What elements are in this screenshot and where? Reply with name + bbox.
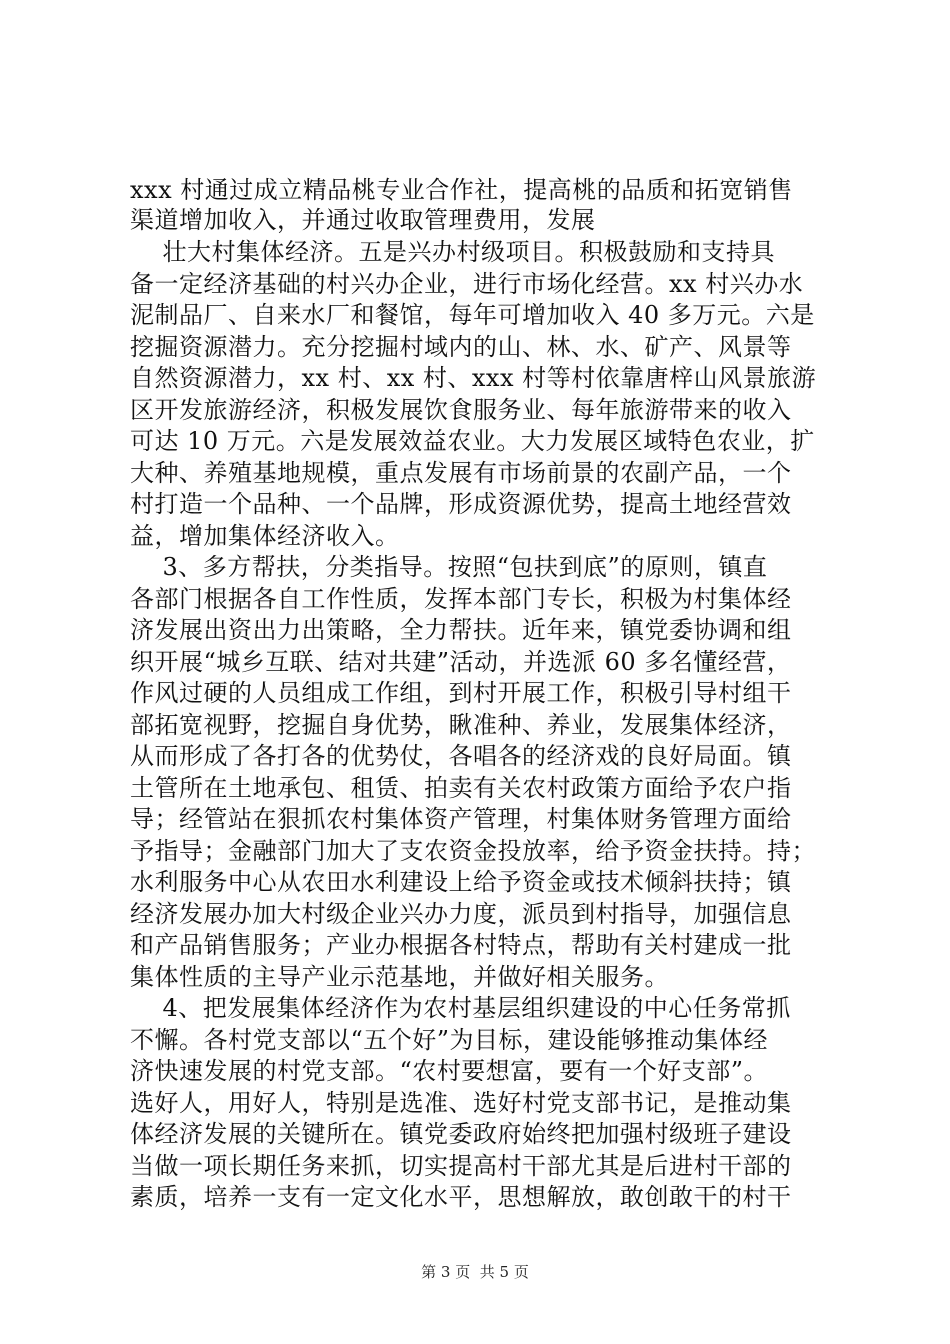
text-line: 集体性质的主导产业示范基地，并做好相关服务。 xyxy=(130,963,669,991)
text-line: 织开展“城乡互联、结对共建”活动，并选派 60 多名懂经营， xyxy=(130,648,792,676)
text-line: 各部门根据各自工作性质，发挥本部门专长，积极为村集体经 xyxy=(130,585,792,613)
text-line: 泥制品厂、自来水厂和餐馆，每年可增加收入 40 多万元。六是 xyxy=(130,301,815,329)
text-line: 体经济发展的关键所在。镇党委政府始终把加强村级班子建设 xyxy=(130,1120,792,1148)
text-line: 村打造一个品种、一个品牌，形成资源优势，提高土地经营效 xyxy=(130,490,792,518)
text-line: 挖掘资源潜力。充分挖掘村域内的山、林、水、矿产、风景等 xyxy=(130,333,792,361)
text-line: xxx 村通过成立精品桃专业合作社，提高桃的品质和拓宽销售 xyxy=(130,176,793,204)
text-line: 素质，培养一支有一定文化水平，思想解放，敢创敢干的村干 xyxy=(130,1183,792,1211)
text-line: 水利服务中心从农田水利建设上给予资金或技术倾斜扶持；镇 xyxy=(130,868,792,896)
text-line: 部拓宽视野，挖掘自身优势，瞅准种、养业，发展集体经济， xyxy=(130,711,792,739)
text-line: 济发展出资出力出策略，全力帮扶。近年来，镇党委协调和组 xyxy=(130,616,792,644)
text-line: 渠道增加收入，并通过收取管理费用，发展 xyxy=(130,206,596,234)
text-line: 导；经管站在狠抓农村集体资产管理，村集体财务管理方面给 xyxy=(130,805,792,833)
text-line: 经济发展办加大村级企业兴办力度，派员到村指导，加强信息 xyxy=(130,900,792,928)
text-line: 区开发旅游经济，积极发展饮食服务业、每年旅游带来的收入 xyxy=(130,396,792,424)
text-line: 和产品销售服务；产业办根据各村特点，帮助有关村建成一批 xyxy=(130,931,792,959)
text-line: 大种、养殖基地规模，重点发展有市场前景的农副产品，一个 xyxy=(130,459,792,487)
text-line: 备一定经济基础的村兴办企业，进行市场化经营。xx 村兴办水 xyxy=(130,270,804,298)
text-line: 作风过硬的人员组成工作组，到村开展工作，积极引导村组干 xyxy=(130,679,792,707)
text-line: 济快速发展的村党支部。“农村要想富，要有一个好支部”。 xyxy=(130,1057,769,1085)
text-line: 壮大村集体经济。五是兴办村级项目。积极鼓励和支持具 xyxy=(130,238,776,266)
text-line: 益，增加集体经济收入。 xyxy=(130,522,400,550)
page-footer: 第 3 页 共 5 页 xyxy=(421,1263,529,1281)
text-line: 自然资源潜力，xx 村、xx 村、xxx 村等村依靠唐梓山风景旅游 xyxy=(130,364,817,392)
text-line: 4、把发展集体经济作为农村基层组织建设的中心任务常抓 xyxy=(130,994,791,1022)
text-line: 土管所在土地承包、租赁、拍卖有关农村政策方面给予农户指 xyxy=(130,774,792,802)
text-line: 予指导；金融部门加大了支农资金投放率，给予资金扶持。持； xyxy=(130,837,816,865)
text-line: 3、多方帮扶，分类指导。按照“包扶到底”的原则，镇直 xyxy=(130,553,768,581)
text-line: 可达 10 万元。六是发展效益农业。大力发展区域特色农业，扩 xyxy=(130,427,815,455)
text-line: 不懈。各村党支部以“五个好”为目标，建设能够推动集体经 xyxy=(130,1026,769,1054)
text-line: 选好人，用好人，特别是选准、选好村党支部书记，是推动集 xyxy=(130,1089,792,1117)
text-line: 从而形成了各打各的优势仗，各唱各的经济戏的良好局面。镇 xyxy=(130,742,792,770)
text-line: 当做一项长期任务来抓，切实提高村干部尤其是后进村干部的 xyxy=(130,1152,792,1180)
